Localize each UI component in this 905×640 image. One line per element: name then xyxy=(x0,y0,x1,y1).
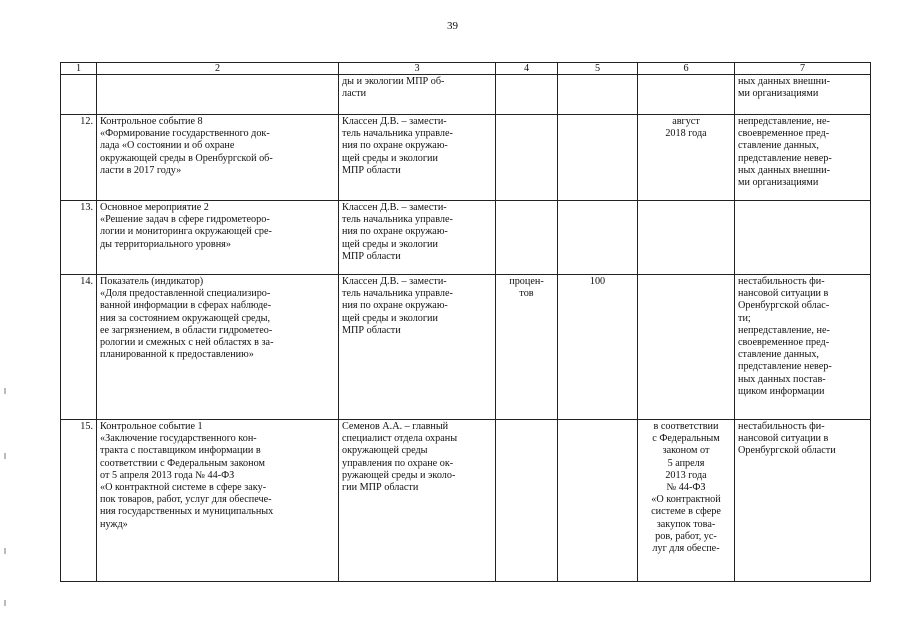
margin-mark xyxy=(4,600,6,606)
cell-line: планированной к предоставлению» xyxy=(100,349,254,361)
cell-line: системе в сфере xyxy=(651,506,721,518)
cell-line: щиком информации xyxy=(738,385,825,397)
cell-deadline xyxy=(638,75,735,115)
cell-line: представление невер- xyxy=(738,152,832,164)
cell-deadline xyxy=(638,201,735,275)
cell-line: тель начальника управле- xyxy=(342,128,453,140)
cell-line: пок товаров, работ, услуг для обеспече- xyxy=(100,494,272,506)
cell-line: «Доля предоставленной специализиро- xyxy=(100,288,271,300)
cell-line: ставление данных, xyxy=(738,349,819,361)
cell-risks xyxy=(735,201,871,275)
margin-mark xyxy=(4,388,6,394)
cell-num: 12. xyxy=(61,115,97,201)
cell-line: ных данных постав- xyxy=(738,373,826,385)
cell-risks xyxy=(735,115,871,201)
cell-value xyxy=(558,275,638,420)
cell-line: щей среды и экологии xyxy=(342,238,438,250)
cell-deadline xyxy=(638,275,735,420)
cell-line: 5 апреля xyxy=(667,457,705,469)
table-row xyxy=(61,275,871,420)
cell-num: 15. xyxy=(61,420,97,582)
cell-value xyxy=(558,115,638,201)
cell-line: щей среды и экологии xyxy=(342,152,438,164)
cell-line: своевременное пред- xyxy=(738,337,830,349)
cell-line: Оренбургской области xyxy=(738,445,836,457)
cell-line: с Федеральным xyxy=(652,433,720,445)
cell-name xyxy=(97,420,339,582)
cell-line: МПР области xyxy=(342,250,401,262)
cell-line: Классен Д.В. – замести- xyxy=(342,202,447,213)
page-number: 39 xyxy=(447,20,458,32)
cell-line: ния по охране окружаю- xyxy=(342,140,448,152)
cell-line: нестабильность фи- xyxy=(738,421,825,432)
cell-line: МПР области xyxy=(342,324,401,336)
cell-line: ставление данных, xyxy=(738,140,819,152)
cell-line: тель начальника управле- xyxy=(342,214,453,226)
cell-line: тель начальника управле- xyxy=(342,288,453,300)
cell-line: МПР области xyxy=(342,164,401,176)
table-row xyxy=(61,420,871,582)
cell-unit xyxy=(496,420,558,582)
cell-unit xyxy=(496,115,558,201)
cell-line: логии и мониторинга окружающей сре- xyxy=(100,226,272,238)
cell-line: ми организациями xyxy=(738,177,819,189)
table-row xyxy=(61,201,871,275)
table-header-row xyxy=(61,63,871,75)
cell-line: Семенов А.А. – главный xyxy=(342,421,449,432)
cell-responsible xyxy=(339,275,496,420)
cell-line: «Заключение государственного кон- xyxy=(100,433,257,445)
cell-line: август xyxy=(672,116,700,127)
cell-line: Оренбургской облас- xyxy=(738,300,830,312)
cell-line: Классен Д.В. – замести- xyxy=(342,276,447,287)
cell-line: нансовой ситуации в xyxy=(738,433,829,445)
cell-line: ния по охране окружаю- xyxy=(342,300,448,312)
cell-line: нужд» xyxy=(100,518,128,530)
cell-line: «Решение задач в сфере гидрометеоро- xyxy=(100,214,270,226)
cell-line: «О контрактной xyxy=(651,494,721,506)
cell-line: ласти xyxy=(342,88,367,100)
cell-line: своевременное пред- xyxy=(738,128,830,140)
cell-line: ных данных внешни- xyxy=(738,76,830,87)
cell-line: законом от xyxy=(662,445,710,457)
cell-name xyxy=(97,115,339,201)
cell-unit xyxy=(496,275,558,420)
cell-line: ных данных внешни- xyxy=(738,164,830,176)
margin-mark xyxy=(4,548,6,554)
cell-line: окружающей среды xyxy=(342,445,428,457)
cell-risks xyxy=(735,275,871,420)
cell-num xyxy=(61,75,97,115)
cell-responsible xyxy=(339,420,496,582)
cell-line: ров, работ, ус- xyxy=(655,530,717,542)
cell-line: непредставление, не- xyxy=(738,324,830,336)
cell-line: луг для обеспе- xyxy=(652,543,720,555)
cell-risks xyxy=(735,75,871,115)
cell-line: Контрольное событие 8 xyxy=(100,116,203,127)
cell-line: Основное мероприятие 2 xyxy=(100,202,209,213)
cell-value xyxy=(558,201,638,275)
cell-line: в соответствии xyxy=(653,421,719,432)
cell-line: тракта с поставщиком информации в xyxy=(100,445,261,457)
cell-line: ми организациями xyxy=(738,88,819,100)
cell-name xyxy=(97,75,339,115)
cell-name xyxy=(97,201,339,275)
cell-line: ды и экологии МПР об- xyxy=(342,76,445,87)
cell-line: «О контрактной системе в сфере заку- xyxy=(100,482,267,494)
column-header-6: 6 xyxy=(638,63,735,75)
cell-line: нестабильность фи- xyxy=(738,276,825,287)
cell-line: ти; xyxy=(738,312,751,324)
cell-line: ласти в 2017 году» xyxy=(100,164,182,176)
cell-line: управления по охране ок- xyxy=(342,457,454,469)
cell-responsible xyxy=(339,115,496,201)
cell-line: ния государственных и муниципальных xyxy=(100,506,274,518)
cell-line: закупок това- xyxy=(656,518,716,530)
cell-line: Контрольное событие 1 xyxy=(100,421,203,432)
cell-line: ния по охране окружаю- xyxy=(342,226,448,238)
column-header-2: 2 xyxy=(97,63,339,75)
cell-responsible xyxy=(339,201,496,275)
table-row xyxy=(61,115,871,201)
cell-line: № 44-ФЗ xyxy=(666,482,706,494)
cell-line: тов xyxy=(519,288,534,300)
column-header-1: 1 xyxy=(61,63,97,75)
cell-num: 13. xyxy=(61,201,97,275)
cell-line: специалист отдела охраны xyxy=(342,433,458,445)
table-row xyxy=(61,75,871,115)
cell-line: 2013 года xyxy=(665,469,707,481)
cell-line: процен- xyxy=(509,276,544,287)
cell-line: соответствии с Федеральным законом xyxy=(100,457,265,469)
cell-line: 100 xyxy=(589,276,606,287)
cell-line: представление невер- xyxy=(738,361,832,373)
cell-line: лада «О состоянии и об охране xyxy=(100,140,235,152)
cell-unit xyxy=(496,75,558,115)
cell-line: «Формирование государственного док- xyxy=(100,128,270,140)
cell-responsible xyxy=(339,75,496,115)
cell-risks xyxy=(735,420,871,582)
cell-deadline xyxy=(638,115,735,201)
column-header-7: 7 xyxy=(735,63,871,75)
cell-line: Классен Д.В. – замести- xyxy=(342,116,447,127)
cell-line: от 5 апреля 2013 года № 44-ФЗ xyxy=(100,469,235,481)
table-body xyxy=(61,63,871,582)
plan-table xyxy=(60,62,871,582)
cell-line: Показатель (индикатор) xyxy=(100,276,204,287)
cell-line: щей среды и экологии xyxy=(342,312,438,324)
cell-line: 2018 года xyxy=(665,128,707,140)
cell-line: ды территориального уровня» xyxy=(100,238,231,250)
cell-line: нансовой ситуации в xyxy=(738,288,829,300)
cell-unit xyxy=(496,201,558,275)
cell-line: окружающей среды в Оренбургской об- xyxy=(100,152,273,164)
cell-value xyxy=(558,75,638,115)
cell-line: ее загрязнением, в области гидрометео- xyxy=(100,324,273,336)
cell-name xyxy=(97,275,339,420)
cell-num: 14. xyxy=(61,275,97,420)
cell-line: ния за состоянием окружающей среды, xyxy=(100,312,271,324)
column-header-4: 4 xyxy=(496,63,558,75)
cell-line: ружающей среды и эколо- xyxy=(342,469,456,481)
cell-line: непредставление, не- xyxy=(738,116,830,127)
column-header-3: 3 xyxy=(339,63,496,75)
cell-line: ванной информации в сферах наблюде- xyxy=(100,300,272,312)
cell-line: гии МПР области xyxy=(342,482,419,494)
column-header-5: 5 xyxy=(558,63,638,75)
cell-deadline xyxy=(638,420,735,582)
cell-line: рологии и смежных с ней областях в за- xyxy=(100,337,274,349)
cell-value xyxy=(558,420,638,582)
margin-mark xyxy=(4,453,6,459)
